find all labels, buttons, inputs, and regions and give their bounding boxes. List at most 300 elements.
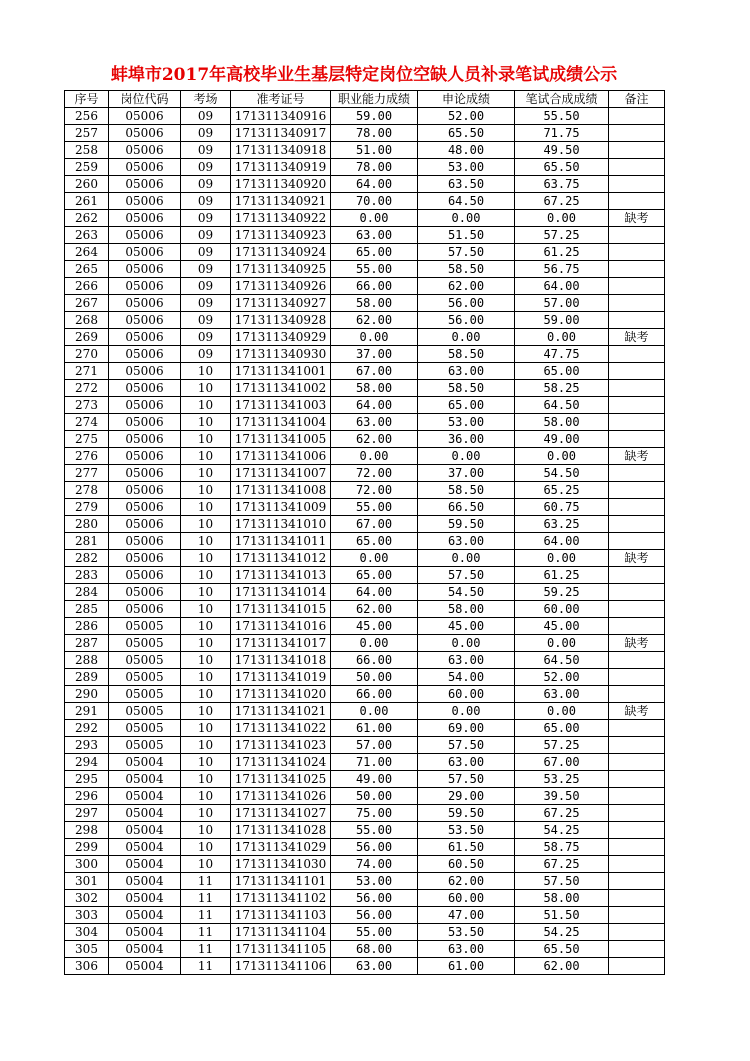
col-header-ticket-number: 准考证号 [231,91,331,108]
cell-total-score: 0.00 [515,329,609,346]
cell-exam-room: 10 [181,516,231,533]
cell-remark [609,805,665,822]
cell-exam-room: 09 [181,261,231,278]
col-header-exam-room: 考场 [181,91,231,108]
cell-remark [609,618,665,635]
cell-ticket-number: 171311341001 [231,363,331,380]
cell-post-code: 05004 [109,907,181,924]
cell-remark [609,907,665,924]
cell-exam-room: 10 [181,465,231,482]
cell-ability-score: 0.00 [331,448,418,465]
cell-total-score: 58.75 [515,839,609,856]
cell-index: 275 [65,431,109,448]
cell-index: 267 [65,295,109,312]
cell-index: 284 [65,584,109,601]
cell-ticket-number: 171311341024 [231,754,331,771]
cell-index: 263 [65,227,109,244]
cell-ability-score: 62.00 [331,601,418,618]
cell-ticket-number: 171311341104 [231,924,331,941]
cell-remark [609,125,665,142]
cell-remark [609,261,665,278]
cell-exam-room: 09 [181,329,231,346]
cell-exam-room: 10 [181,652,231,669]
table-row [65,686,665,703]
cell-ticket-number: 171311341019 [231,669,331,686]
cell-ticket-number: 171311340920 [231,176,331,193]
table-row [65,958,665,975]
cell-ticket-number: 171311340925 [231,261,331,278]
cell-essay-score: 48.00 [418,142,515,159]
cell-essay-score: 63.00 [418,533,515,550]
cell-ability-score: 50.00 [331,669,418,686]
cell-post-code: 05006 [109,142,181,159]
cell-remark: 缺考 [609,448,665,465]
cell-remark [609,669,665,686]
cell-ability-score: 63.00 [331,414,418,431]
cell-exam-room: 11 [181,924,231,941]
cell-post-code: 05006 [109,533,181,550]
cell-total-score: 63.00 [515,686,609,703]
cell-ticket-number: 171311341005 [231,431,331,448]
cell-essay-score: 58.50 [418,482,515,499]
cell-essay-score: 29.00 [418,788,515,805]
cell-exam-room: 10 [181,822,231,839]
cell-remark [609,516,665,533]
cell-essay-score: 63.00 [418,754,515,771]
cell-total-score: 53.25 [515,771,609,788]
cell-total-score: 67.25 [515,856,609,873]
cell-remark [609,771,665,788]
cell-ticket-number: 171311341002 [231,380,331,397]
col-header-essay-score: 申论成绩 [418,91,515,108]
cell-essay-score: 59.50 [418,516,515,533]
cell-exam-room: 09 [181,142,231,159]
cell-ticket-number: 171311340916 [231,108,331,125]
cell-ticket-number: 171311341101 [231,873,331,890]
table-row [65,839,665,856]
cell-remark [609,176,665,193]
cell-exam-room: 09 [181,125,231,142]
cell-essay-score: 0.00 [418,448,515,465]
table-row [65,703,665,720]
cell-index: 270 [65,346,109,363]
cell-post-code: 05006 [109,380,181,397]
cell-remark [609,924,665,941]
cell-ticket-number: 171311340921 [231,193,331,210]
cell-exam-room: 10 [181,805,231,822]
cell-essay-score: 0.00 [418,550,515,567]
cell-essay-score: 64.50 [418,193,515,210]
cell-ability-score: 62.00 [331,431,418,448]
cell-total-score: 65.25 [515,482,609,499]
cell-ability-score: 67.00 [331,516,418,533]
cell-total-score: 49.00 [515,431,609,448]
table-row [65,652,665,669]
table-body [65,108,665,975]
cell-remark [609,788,665,805]
table-row [65,720,665,737]
cell-index: 273 [65,397,109,414]
cell-exam-room: 11 [181,958,231,975]
cell-index: 303 [65,907,109,924]
cell-ticket-number: 171311340917 [231,125,331,142]
cell-ability-score: 64.00 [331,584,418,601]
cell-exam-room: 10 [181,635,231,652]
cell-total-score: 47.75 [515,346,609,363]
cell-remark [609,244,665,261]
cell-index: 281 [65,533,109,550]
table-row [65,159,665,176]
table-row [65,805,665,822]
cell-post-code: 05004 [109,924,181,941]
table-row [65,380,665,397]
cell-ability-score: 0.00 [331,329,418,346]
cell-post-code: 05004 [109,771,181,788]
cell-essay-score: 0.00 [418,329,515,346]
table-row [65,142,665,159]
cell-remark [609,295,665,312]
cell-total-score: 64.00 [515,278,609,295]
cell-total-score: 60.75 [515,499,609,516]
cell-remark: 缺考 [609,329,665,346]
cell-post-code: 05006 [109,431,181,448]
cell-ability-score: 49.00 [331,771,418,788]
cell-ability-score: 0.00 [331,210,418,227]
cell-ability-score: 64.00 [331,176,418,193]
cell-remark [609,312,665,329]
cell-exam-room: 09 [181,210,231,227]
table-row [65,465,665,482]
cell-post-code: 05006 [109,448,181,465]
cell-remark [609,397,665,414]
cell-post-code: 05004 [109,754,181,771]
cell-post-code: 05004 [109,805,181,822]
cell-post-code: 05004 [109,856,181,873]
cell-remark [609,431,665,448]
cell-post-code: 05006 [109,159,181,176]
table-row [65,941,665,958]
grades-table [64,90,665,975]
cell-ticket-number: 171311340929 [231,329,331,346]
table-row [65,499,665,516]
cell-index: 296 [65,788,109,805]
cell-ticket-number: 171311341027 [231,805,331,822]
cell-ability-score: 65.00 [331,567,418,584]
cell-total-score: 39.50 [515,788,609,805]
cell-exam-room: 09 [181,346,231,363]
cell-ability-score: 66.00 [331,686,418,703]
cell-ability-score: 75.00 [331,805,418,822]
cell-index: 306 [65,958,109,975]
cell-ticket-number: 171311341029 [231,839,331,856]
cell-ability-score: 51.00 [331,142,418,159]
cell-total-score: 56.75 [515,261,609,278]
cell-exam-room: 11 [181,907,231,924]
cell-post-code: 05005 [109,703,181,720]
cell-exam-room: 09 [181,244,231,261]
cell-index: 259 [65,159,109,176]
cell-exam-room: 10 [181,584,231,601]
cell-exam-room: 10 [181,482,231,499]
table-row [65,635,665,652]
cell-total-score: 60.00 [515,601,609,618]
cell-index: 276 [65,448,109,465]
table-row [65,924,665,941]
cell-remark [609,533,665,550]
cell-index: 304 [65,924,109,941]
cell-total-score: 64.50 [515,652,609,669]
cell-total-score: 63.75 [515,176,609,193]
cell-ticket-number: 171311341003 [231,397,331,414]
cell-exam-room: 10 [181,363,231,380]
cell-total-score: 65.00 [515,720,609,737]
cell-essay-score: 54.00 [418,669,515,686]
cell-remark [609,363,665,380]
cell-index: 269 [65,329,109,346]
cell-essay-score: 63.00 [418,363,515,380]
cell-ticket-number: 171311341018 [231,652,331,669]
cell-exam-room: 10 [181,533,231,550]
cell-total-score: 71.75 [515,125,609,142]
cell-essay-score: 59.50 [418,805,515,822]
cell-post-code: 05004 [109,822,181,839]
cell-essay-score: 66.50 [418,499,515,516]
cell-remark: 缺考 [609,550,665,567]
table-row [65,329,665,346]
cell-ability-score: 66.00 [331,652,418,669]
table-row [65,516,665,533]
cell-index: 302 [65,890,109,907]
cell-exam-room: 10 [181,686,231,703]
cell-post-code: 05006 [109,210,181,227]
cell-total-score: 67.25 [515,193,609,210]
cell-remark [609,482,665,499]
cell-total-score: 61.25 [515,244,609,261]
table-row [65,261,665,278]
cell-remark [609,601,665,618]
cell-ability-score: 74.00 [331,856,418,873]
cell-exam-room: 10 [181,601,231,618]
cell-ticket-number: 171311341016 [231,618,331,635]
cell-ticket-number: 171311341020 [231,686,331,703]
cell-ability-score: 0.00 [331,550,418,567]
table-row [65,125,665,142]
cell-essay-score: 36.00 [418,431,515,448]
cell-ability-score: 62.00 [331,312,418,329]
cell-index: 294 [65,754,109,771]
cell-index: 285 [65,601,109,618]
cell-index: 280 [65,516,109,533]
cell-post-code: 05006 [109,329,181,346]
cell-remark [609,499,665,516]
cell-index: 261 [65,193,109,210]
cell-post-code: 05006 [109,227,181,244]
cell-remark [609,839,665,856]
cell-essay-score: 65.00 [418,397,515,414]
cell-ability-score: 45.00 [331,618,418,635]
table-row [65,533,665,550]
cell-total-score: 67.00 [515,754,609,771]
cell-ticket-number: 171311341015 [231,601,331,618]
cell-exam-room: 10 [181,856,231,873]
cell-post-code: 05006 [109,176,181,193]
cell-index: 256 [65,108,109,125]
cell-index: 282 [65,550,109,567]
cell-exam-room: 10 [181,380,231,397]
cell-ability-score: 56.00 [331,839,418,856]
cell-index: 291 [65,703,109,720]
cell-index: 286 [65,618,109,635]
cell-exam-room: 09 [181,176,231,193]
header-row [65,91,665,108]
cell-post-code: 05004 [109,788,181,805]
cell-essay-score: 60.50 [418,856,515,873]
cell-ticket-number: 171311340924 [231,244,331,261]
cell-ticket-number: 171311340923 [231,227,331,244]
cell-remark [609,193,665,210]
cell-ticket-number: 171311341105 [231,941,331,958]
cell-total-score: 54.50 [515,465,609,482]
cell-essay-score: 57.50 [418,737,515,754]
cell-total-score: 57.00 [515,295,609,312]
table-row [65,176,665,193]
table-row [65,890,665,907]
cell-ticket-number: 171311340919 [231,159,331,176]
cell-essay-score: 62.00 [418,873,515,890]
cell-total-score: 57.25 [515,227,609,244]
cell-remark [609,465,665,482]
cell-post-code: 05004 [109,839,181,856]
cell-post-code: 05006 [109,278,181,295]
cell-ticket-number: 171311341022 [231,720,331,737]
cell-ability-score: 71.00 [331,754,418,771]
cell-essay-score: 63.00 [418,941,515,958]
cell-remark [609,720,665,737]
cell-index: 287 [65,635,109,652]
cell-remark [609,414,665,431]
cell-ticket-number: 171311340926 [231,278,331,295]
cell-ticket-number: 171311341030 [231,856,331,873]
col-header-ability-score: 职业能力成绩 [331,91,418,108]
cell-ability-score: 66.00 [331,278,418,295]
cell-post-code: 05006 [109,584,181,601]
cell-index: 297 [65,805,109,822]
cell-total-score: 58.00 [515,890,609,907]
cell-remark [609,958,665,975]
cell-essay-score: 52.00 [418,108,515,125]
table-row [65,737,665,754]
cell-total-score: 64.00 [515,533,609,550]
cell-essay-score: 0.00 [418,210,515,227]
cell-post-code: 05006 [109,312,181,329]
cell-remark [609,278,665,295]
cell-ability-score: 65.00 [331,533,418,550]
cell-post-code: 05005 [109,635,181,652]
cell-ability-score: 64.00 [331,397,418,414]
cell-remark [609,754,665,771]
cell-index: 300 [65,856,109,873]
cell-remark [609,584,665,601]
table-row [65,482,665,499]
cell-index: 289 [65,669,109,686]
cell-ability-score: 57.00 [331,737,418,754]
cell-remark [609,856,665,873]
cell-essay-score: 53.50 [418,822,515,839]
table-row [65,414,665,431]
cell-remark [609,873,665,890]
cell-post-code: 05004 [109,958,181,975]
cell-remark [609,652,665,669]
cell-exam-room: 11 [181,890,231,907]
cell-index: 274 [65,414,109,431]
cell-remark [609,380,665,397]
cell-remark [609,890,665,907]
cell-post-code: 05005 [109,652,181,669]
cell-ticket-number: 171311341023 [231,737,331,754]
cell-exam-room: 10 [181,431,231,448]
cell-ticket-number: 171311341008 [231,482,331,499]
cell-essay-score: 63.50 [418,176,515,193]
cell-ability-score: 70.00 [331,193,418,210]
cell-exam-room: 09 [181,278,231,295]
table-row [65,227,665,244]
cell-index: 305 [65,941,109,958]
cell-post-code: 05006 [109,465,181,482]
cell-essay-score: 58.00 [418,601,515,618]
cell-exam-room: 09 [181,227,231,244]
cell-post-code: 05005 [109,737,181,754]
cell-total-score: 67.25 [515,805,609,822]
cell-ticket-number: 171311341014 [231,584,331,601]
cell-essay-score: 37.00 [418,465,515,482]
cell-post-code: 05005 [109,686,181,703]
cell-total-score: 0.00 [515,210,609,227]
cell-post-code: 05006 [109,125,181,142]
cell-ticket-number: 171311341012 [231,550,331,567]
table-row [65,295,665,312]
cell-ticket-number: 171311340928 [231,312,331,329]
table-row [65,601,665,618]
cell-index: 258 [65,142,109,159]
cell-index: 268 [65,312,109,329]
cell-ability-score: 56.00 [331,907,418,924]
cell-exam-room: 10 [181,397,231,414]
cell-essay-score: 61.00 [418,958,515,975]
cell-essay-score: 45.00 [418,618,515,635]
cell-essay-score: 53.00 [418,159,515,176]
cell-remark [609,108,665,125]
cell-exam-room: 10 [181,737,231,754]
table-row [65,907,665,924]
cell-post-code: 05004 [109,873,181,890]
cell-total-score: 0.00 [515,448,609,465]
cell-post-code: 05006 [109,516,181,533]
cell-ability-score: 0.00 [331,635,418,652]
cell-ticket-number: 171311341106 [231,958,331,975]
table-row [65,771,665,788]
table-row [65,363,665,380]
cell-post-code: 05006 [109,482,181,499]
cell-total-score: 61.25 [515,567,609,584]
cell-exam-room: 09 [181,312,231,329]
cell-exam-room: 10 [181,788,231,805]
cell-index: 301 [65,873,109,890]
cell-exam-room: 10 [181,414,231,431]
cell-post-code: 05006 [109,261,181,278]
cell-post-code: 05005 [109,669,181,686]
cell-remark [609,737,665,754]
cell-index: 288 [65,652,109,669]
